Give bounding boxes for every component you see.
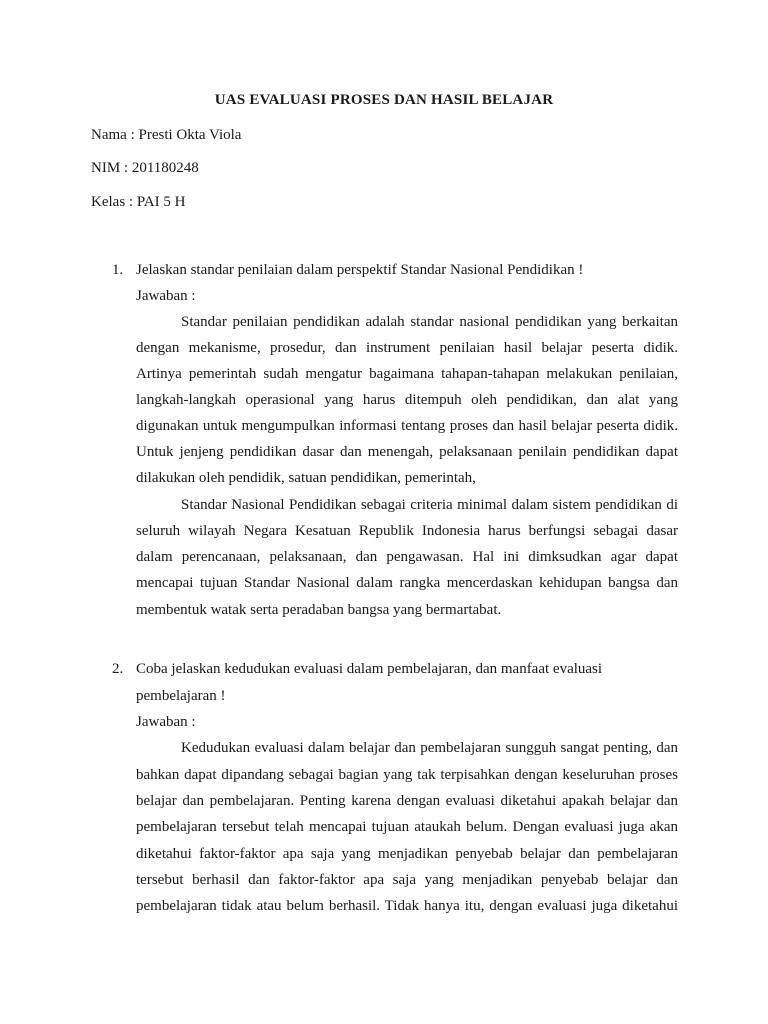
answer-line: Standar Nasional Pendidikan sebagai criteria minimal dalam sistem pendidikan di [181, 497, 678, 513]
answer-line: seluruh wilayah Negara Kesatuan Republik Indonesia harus berfungsi sebagai dasar [136, 523, 678, 539]
question-number: 1. [112, 262, 124, 278]
answer-line: mencapai tujuan Standar Nasional dalam rangka mencerdaskan kehidupan bangsa dan [136, 575, 678, 591]
answer-line: digunakan untuk mengumpulkan informasi tentang proses dan hasil belajar peserta didik. [136, 418, 678, 434]
question-text: Jelaskan standar penilaian dalam perspektif Standar Nasional Pendidikan ! [136, 262, 584, 278]
answer-line: diketahui faktor-faktor apa saja yang menjadikan penyebab belajar dan pembelajaran [136, 846, 678, 862]
answer-line: pembelajaran tersebut telah mencapai tujuan ataukah belum. Dengan evaluasi juga akan [136, 819, 678, 835]
answer-line: dalam perencanaan, pelaksanaan, dan pengawasan. Hal ini dimksudkan agar dapat [136, 549, 678, 565]
question-text: pembelajaran ! [136, 688, 226, 704]
answer-line: bahkan dapat dipandang sebagai bagian yang tak terpisahkan dengan keseluruhan proses [136, 767, 678, 783]
question-text: Coba jelaskan kedudukan evaluasi dalam pembelajaran, dan manfaat evaluasi [136, 661, 603, 677]
answer-line: Untuk jenjeng pendidikan dasar dan menengah, pelaksanaan penilain pendidikan dapat [136, 444, 678, 460]
answer-line: belajar dan pembelajaran. Penting karena dengan evaluasi diketahui apakah belajar dan [136, 793, 678, 809]
answer-line: tersebut berhasil dan faktor-faktor apa saja yang menjadikan penyebab belajar dan [136, 872, 678, 888]
answer-line: Standar penilaian pendidikan adalah standar nasional pendidikan yang berkaitan [181, 314, 678, 330]
answer-line: membentuk watak serta peradaban bangsa yang bermartabat. [136, 602, 502, 618]
answer-label: Jawaban : [136, 288, 196, 304]
answer-line: langkah-langkah operasional yang harus ditempuh oleh pendidikan, dan alat yang [136, 392, 678, 408]
answer-line: pembelajaran tidak atau belum berhasil. Tidak hanya itu, dengan evaluasi juga diketahui [136, 898, 678, 914]
question-number: 2. [112, 661, 124, 677]
student-nim: NIM : 201180248 [91, 160, 199, 176]
answer-line: Kedudukan evaluasi dalam belajar dan pembelajaran sungguh sangat penting, dan [181, 740, 678, 756]
answer-line: Artinya pemerintah sudah mengatur bagaimana tahapan-tahapan melakukan penilaian, [136, 366, 678, 382]
student-name: Nama : Presti Okta Viola [91, 127, 242, 143]
student-class: Kelas : PAI 5 H [91, 194, 186, 210]
answer-line: dengan mekanisme, prosedur, dan instrument penilaian hasil belajar peserta didik. [136, 340, 678, 356]
answer-line: dilakukan oleh pendidik, satuan pendidikan, pemerintah, [136, 470, 476, 486]
document-title: UAS EVALUASI PROSES DAN HASIL BELAJAR [214, 92, 554, 108]
answer-label: Jawaban : [136, 714, 196, 730]
